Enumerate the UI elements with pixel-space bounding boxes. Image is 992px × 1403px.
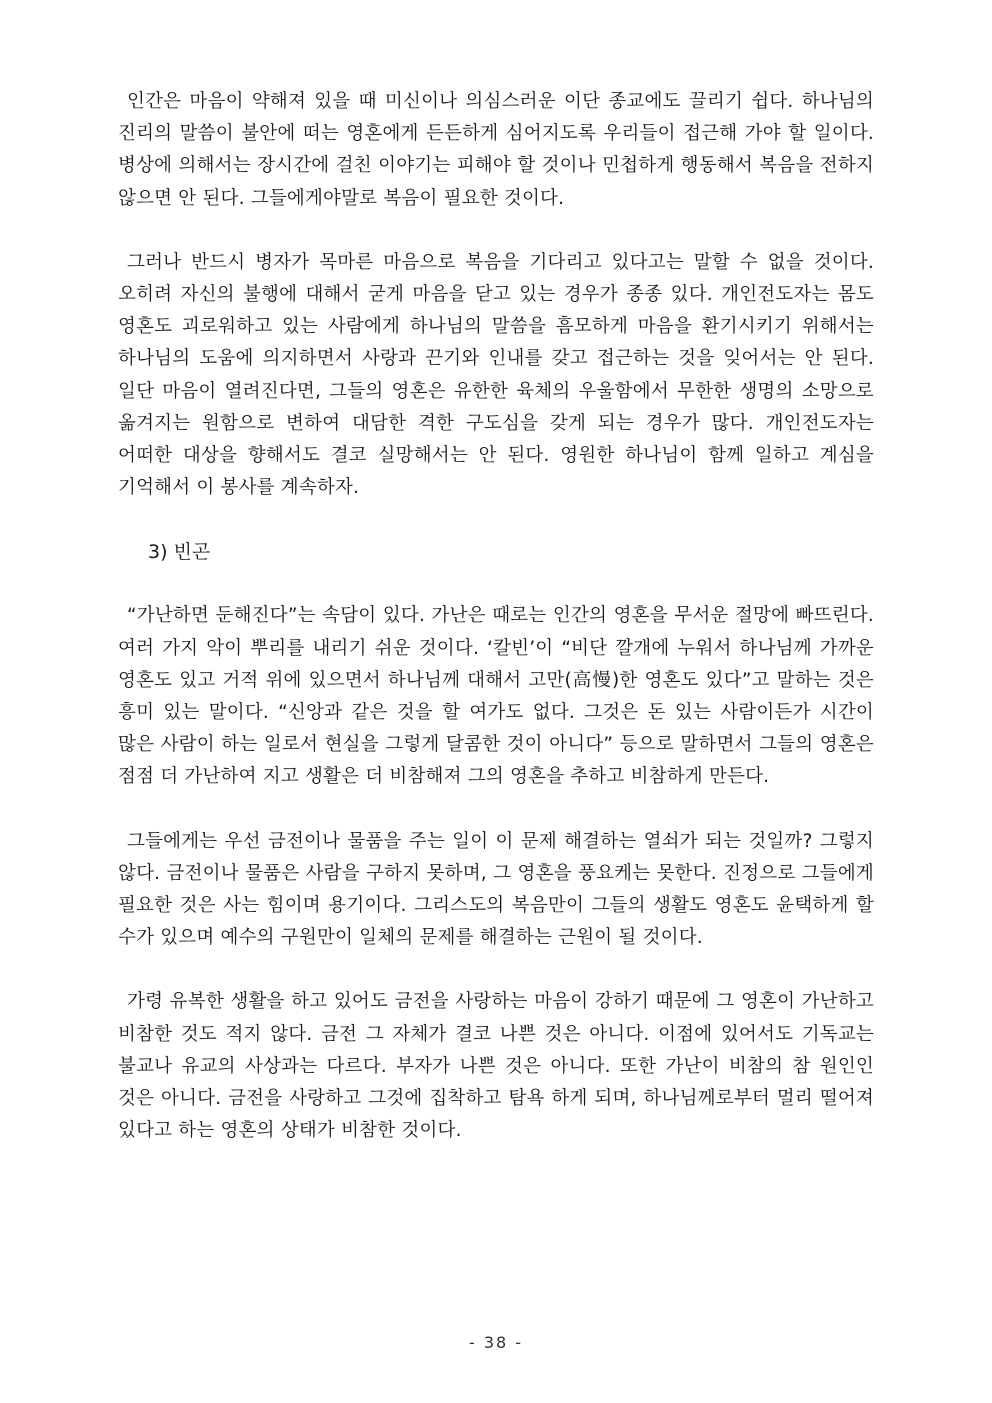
paragraph-1: 인간은 마음이 약해져 있을 때 미신이나 의심스러운 이단 종교에도 끌리기 쉽다. 하나님의 진리의 말씀이 불안에 떠는 영혼에게 든든하게 심어지도록 우리들이 접근해 가야 할 일이다. 병상에 의해서는 장시간에 걸친 이야기는 피해야 할 것이나 민첩하게 행동해서 복음을 전하지 않으면 안 된다. 그들에게야말로 복음이 필요한 것이다. xyxy=(118,91,874,209)
section-heading: 3) 빈곤 xyxy=(148,541,211,564)
paragraph-2: 그러나 반드시 병자가 목마른 마음으로 복음을 기다리고 있다고는 말할 수 없을 것이다. 오히려 자신의 불행에 대해서 굳게 마음을 닫고 있는 경우가 종종 있다. 개인전도자는 몸도 영혼도 괴로워하고 있는 사람에게 하나님의 말씀을 흠모하게 마음을 환기시키기 위해서는 하나님의 도움에 의지하면서 사랑과 끈기와 인내를 갖고 접근하는 것을 잊어서는 안 된다. 일단 마음이 열려진다면, 그들의 영혼은 유한한 육체의 우울함에서 무한한 생명의 소망으로 옮겨지는 원함으로 변하여 대담한 격한 구도심을 갖게 되는 경우가 많다. 개인전도자는 어떠한 대상을 향해서도 결코 실망해서는 안 된다. 영원한 하나님이 함께 일하고 계심을 기억해서 이 봉사를 계속하자. xyxy=(118,251,874,499)
paragraph-3: “가난하면 둔해진다”는 속담이 있다. 가난은 때로는 인간의 영혼을 무서운 절망에 빠뜨린다. 여러 가지 악이 뿌리를 내리기 쉬운 것이다. ‘칼빈’이 “비단 깔개에 누워서 하나님께 가까운 영혼도 있고 거적 위에 있으면서 하나님께 대해서 고만(高慢)한 영혼도 있다”고 말하는 것은 흥미 있는 말이다. “신앙과 같은 것을 할 여가도 없다. 그것은 돈 있는 사람이든가 시간이 많은 사람이 하는 일로서 현실을 그렇게 달콤한 것이 아니다” 등으로 말하면서 그들의 영혼은 점점 더 가난하여 지고 생활은 더 비참해져 그의 영혼을 추하고 비참하게 만든다. xyxy=(118,605,874,788)
paragraph-4: 그들에게는 우선 금전이나 물품을 주는 일이 이 문제 해결하는 열쇠가 되는 것일까? 그렇지 않다. 금전이나 물품은 사람을 구하지 못하며, 그 영혼을 풍요케는 못한다. 진정으로 그들에게 필요한 것은 사는 힘이며 용기이다. 그리스도의 복음만이 그들의 생활도 영혼도 윤택하게 할 수가 있으며 예수의 구원만이 일체의 문제를 해결하는 근원이 될 것이다. xyxy=(118,830,874,949)
page-number: - 38 - xyxy=(468,1333,524,1352)
paragraph-5: 가령 유복한 생활을 하고 있어도 금전을 사랑하는 마음이 강하기 때문에 그 영혼이 가난하고 비참한 것도 적지 않다. 금전 그 자체가 결코 나쁜 것은 아니다. 이점에 있어서도 기독교는 불교나 유교의 사상과는 다르다. 부자가 나쁜 것은 아니다. 또한 가난이 비참의 참 원인인 것은 아니다. 금전을 사랑하고 그것에 집착하고 탐욕 하게 되며, 하나님께로부터 멀리 떨어져 있다고 하는 영혼의 상태가 비참한 것이다. xyxy=(118,991,874,1142)
document-body xyxy=(118,86,874,1179)
